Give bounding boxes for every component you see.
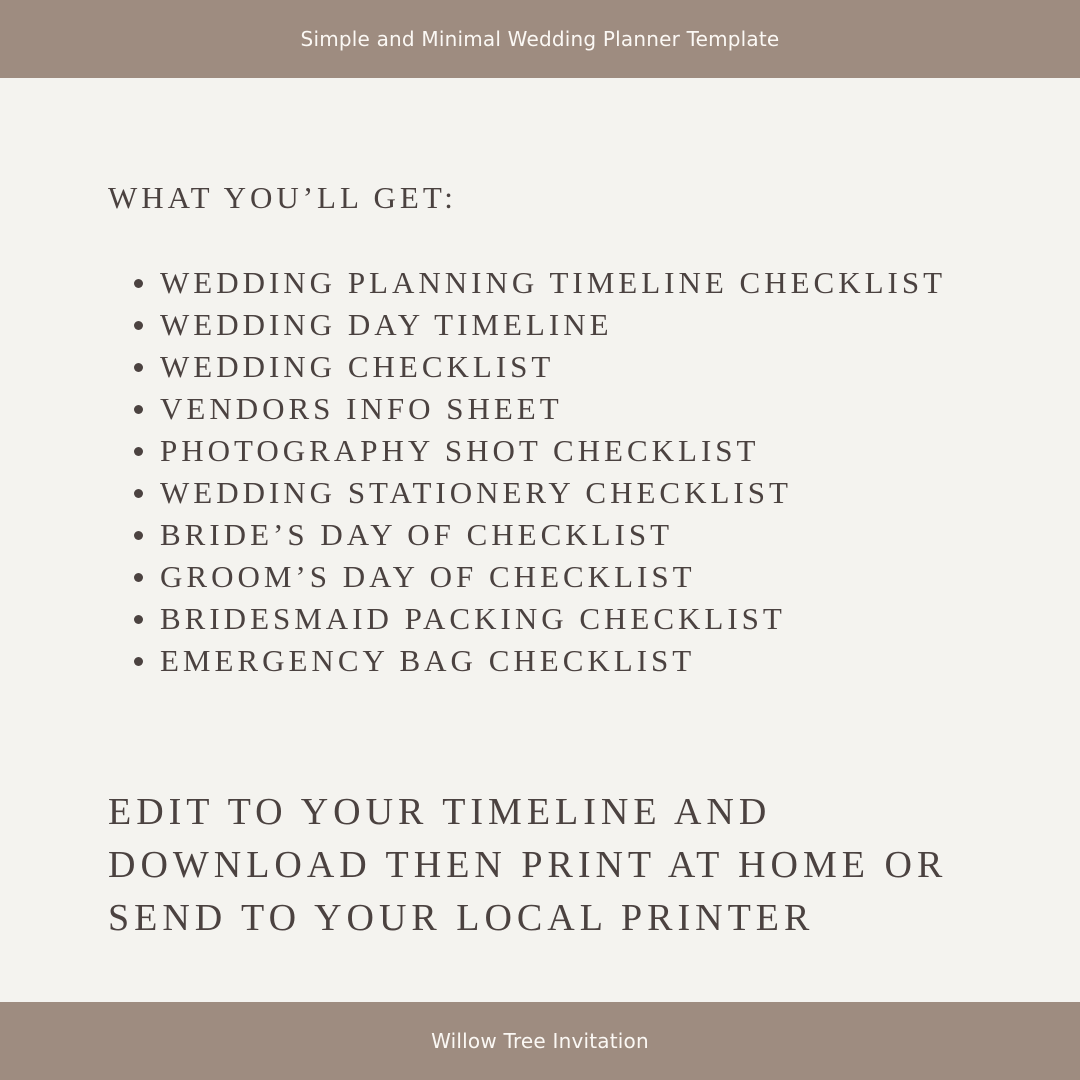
list-item: [126, 305, 946, 347]
bullet-dot-icon: [134, 321, 143, 330]
list-item-label: BRIDESMAID PACKING CHECKLIST: [160, 601, 786, 636]
brand-name: Willow Tree Invitation: [431, 1029, 649, 1053]
list-item-label: PHOTOGRAPHY SHOT CHECKLIST: [160, 433, 760, 468]
list-item: [126, 263, 946, 305]
included-items-list: [126, 263, 946, 683]
list-item: [126, 641, 946, 683]
list-item: [126, 599, 946, 641]
bullet-dot-icon: [134, 489, 143, 498]
closing-line: DOWNLOAD THEN PRINT AT HOME OR: [108, 844, 948, 886]
closing-message: [108, 786, 947, 945]
list-item: [126, 515, 946, 557]
list-item: [126, 473, 946, 515]
bullet-dot-icon: [134, 363, 143, 372]
list-item-label: WEDDING PLANNING TIMELINE CHECKLIST: [160, 265, 947, 300]
bullet-dot-icon: [134, 405, 143, 414]
list-item-label: BRIDE’S DAY OF CHECKLIST: [160, 517, 674, 552]
what-you-get-heading: WHAT YOU’LL GET:: [108, 180, 457, 215]
list-item-label: WEDDING STATIONERY CHECKLIST: [160, 475, 792, 510]
closing-line: EDIT TO YOUR TIMELINE AND: [108, 791, 772, 833]
bullet-dot-icon: [134, 447, 143, 456]
closing-line: SEND TO YOUR LOCAL PRINTER: [108, 897, 815, 939]
list-item-label: EMERGENCY BAG CHECKLIST: [160, 643, 696, 678]
list-item-label: WEDDING CHECKLIST: [160, 349, 555, 384]
bottom-banner: [0, 1002, 1080, 1080]
top-banner: [0, 0, 1080, 78]
bullet-dot-icon: [134, 573, 143, 582]
list-item-label: GROOM’S DAY OF CHECKLIST: [160, 559, 696, 594]
list-item: [126, 431, 946, 473]
bullet-dot-icon: [134, 657, 143, 666]
list-item-label: WEDDING DAY TIMELINE: [160, 307, 613, 342]
bullet-dot-icon: [134, 279, 143, 288]
bullet-dot-icon: [134, 531, 143, 540]
list-item: [126, 389, 946, 431]
template-title: Simple and Minimal Wedding Planner Template: [300, 27, 780, 51]
list-item: [126, 347, 946, 389]
bullet-dot-icon: [134, 615, 143, 624]
list-item: [126, 557, 946, 599]
list-item-label: VENDORS INFO SHEET: [160, 391, 563, 426]
